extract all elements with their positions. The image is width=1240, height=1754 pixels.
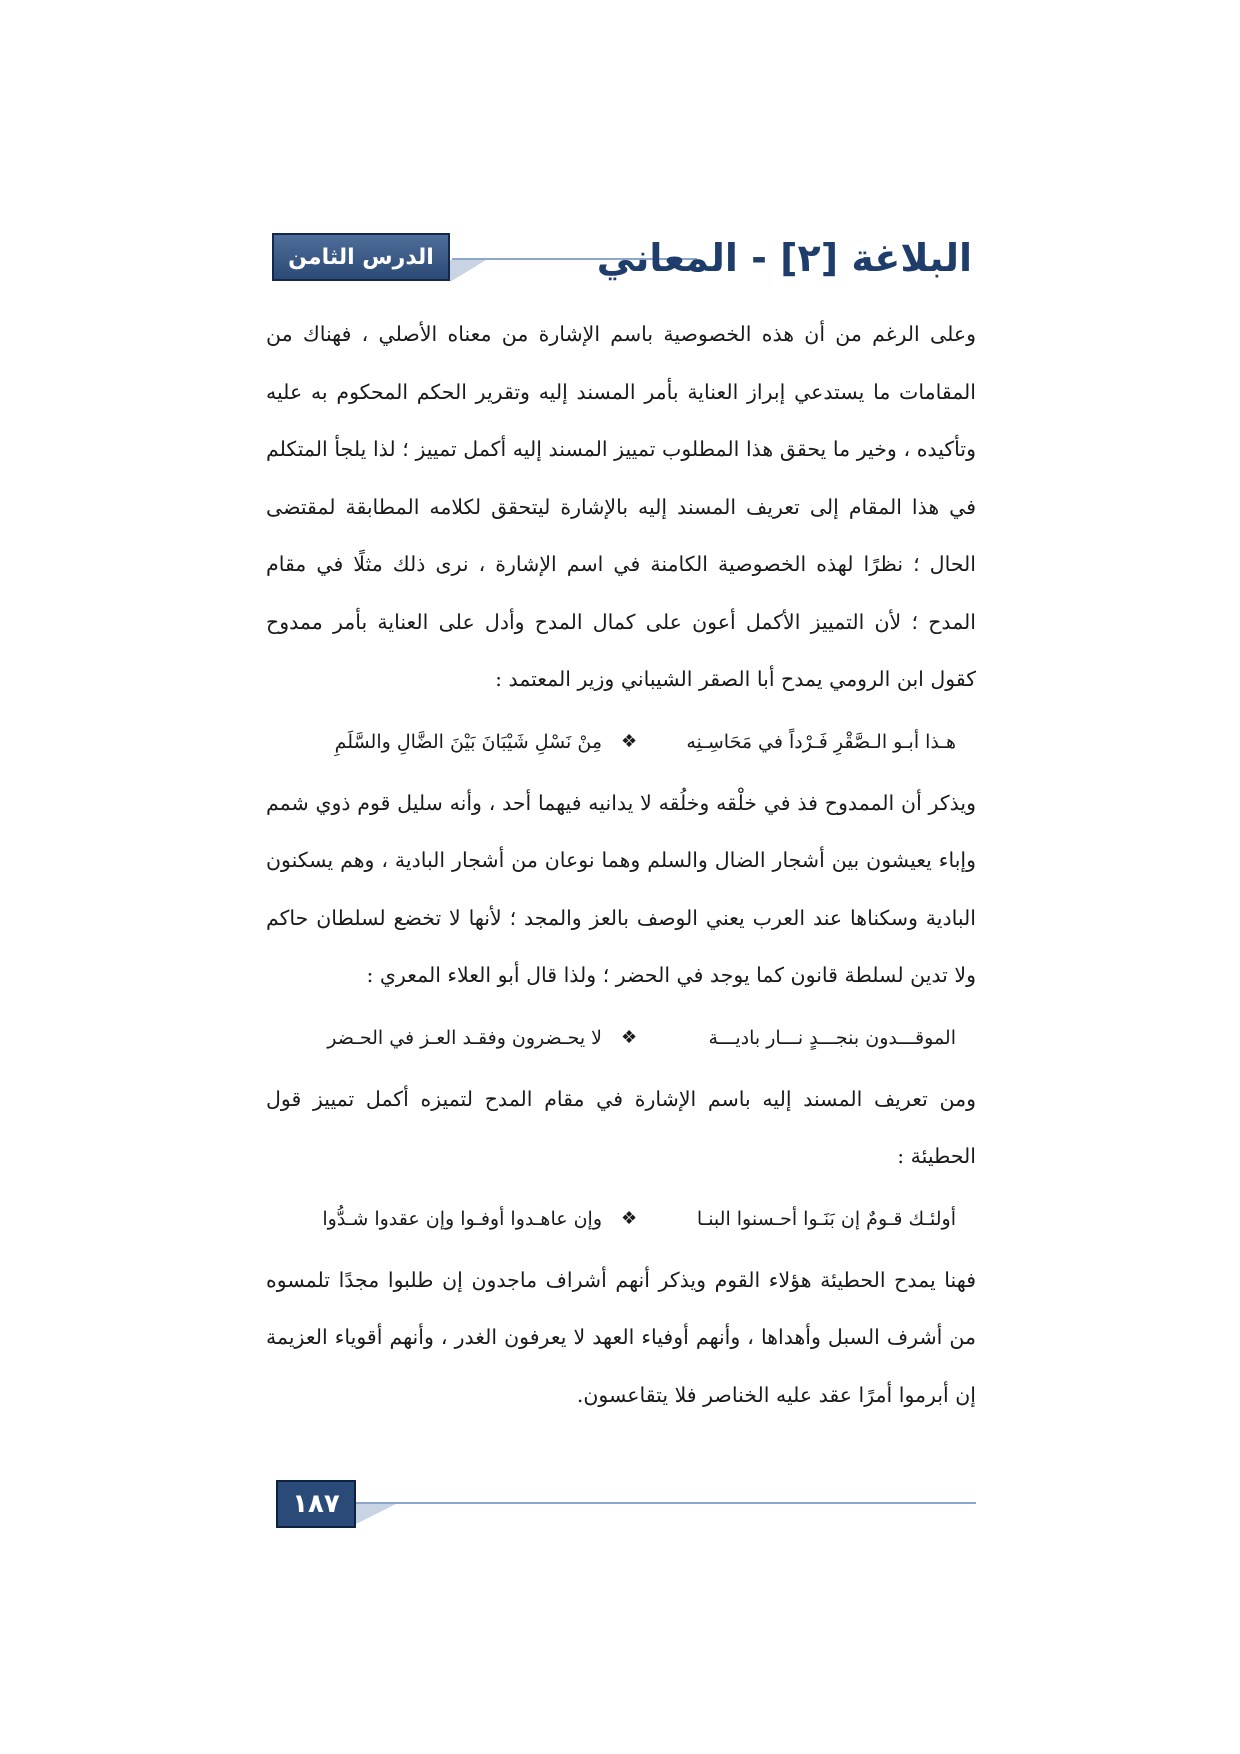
verse-first-hemistich: هـذا أبـو الـصَّقْرِ فَـرْداً في مَحَاسِـنِه [686, 730, 956, 753]
verse-second-hemistich: لا يحـضرون وفقـد العـز في الحـضر [327, 1026, 603, 1049]
paragraph: فهنا يمدح الحطيئة هؤلاء القوم ويذكر أنهم أشراف ماجدون إن طلبوا مجدًا تلمسوه من أشرف السبل وأهداها ، وأنهم أوفياء العهد لا يعرفون الغدر ، وأنهم أقوياء العزيمة إن أبرموا أمرًا عقد عليه الخناصر فلا يتقاعسون. [266, 1267, 976, 1407]
footer-rule [356, 1502, 976, 1504]
verse-second-hemistich: وإن عاهـدوا أوفـوا وإن عقدوا شـدُّوا [322, 1207, 603, 1230]
verse-separator-icon: ❖ [620, 1207, 638, 1229]
paragraph: ويذكر أن الممدوح فذ في خلْقه وخلُقه لا يدانيه فيهما أحد ، وأنه سليل قوم ذوي شمم وإباء يعيشون بين أشجار الضال والسلم وهما نوعان من أشجار البادية ، وهم يسكنون البادية وسكناها عند العرب يعني الوصف بالعز والمجد ؛ لأنها لا تخضع لسلطان حاكم ولا تدين لسلطة قانون كما يوجد في الحضر ؛ ولذا قال أبو العلاء المعري : [266, 790, 976, 987]
poetry-verse [266, 709, 976, 775]
book-title: البلاغة [٢] - المعاني [596, 236, 972, 280]
page-footer [276, 1480, 976, 1528]
verse-separator-icon: ❖ [620, 1026, 638, 1048]
verse-first-hemistich: أولئـك قـومٌ إن بَنَـوا أحـسنوا البنـا [696, 1207, 956, 1230]
page-header [272, 230, 972, 294]
poetry-verse [266, 1005, 976, 1071]
page-number: ١٨٧ [276, 1480, 356, 1528]
header-decoration [450, 260, 486, 282]
paragraph: وعلى الرغم من أن هذه الخصوصية باسم الإشارة من معناه الأصلي ، فهناك من المقامات ما يستدعي إبراز العناية بأمر المسند إليه وتقرير الحكم المحكوم به عليه وتأكيده ، وخير ما يحقق هذا المطلوب تمييز المسند إليه أكمل تمييز ؛ لذا يلجأ المتكلم في هذا المقام إلى تعريف المسند إليه بالإشارة ليتحقق لكلامه المطابقة لمقتضى الحال ؛ نظرًا لهذه الخصوصية الكامنة في اسم الإشارة ، نرى ذلك مثلًا في مقام المدح ؛ لأن التمييز الأكمل أعون على كمال المدح وأدل على العناية بأمر ممدوح كقول ابن الرومي يمدح أبا الصقر الشيباني وزير المعتمد : [266, 322, 976, 691]
verse-separator-icon: ❖ [620, 730, 638, 752]
poetry-verse [266, 1186, 976, 1252]
verse-second-hemistich: مِنْ نَسْلِ شَيْبَانَ بَيْنَ الضَّالِ والسَّلَمِ [334, 730, 603, 753]
main-text [266, 306, 976, 1424]
verse-first-hemistich: الموقـــدون بنجـــدٍ نـــار باديـــة [708, 1026, 956, 1049]
lesson-badge: الدرس الثامن [272, 233, 450, 281]
paragraph: ومن تعريف المسند إليه باسم الإشارة في مقام المدح لتميزه أكمل تمييز قول الحطيئة : [266, 1086, 976, 1168]
footer-decoration [356, 1504, 396, 1524]
